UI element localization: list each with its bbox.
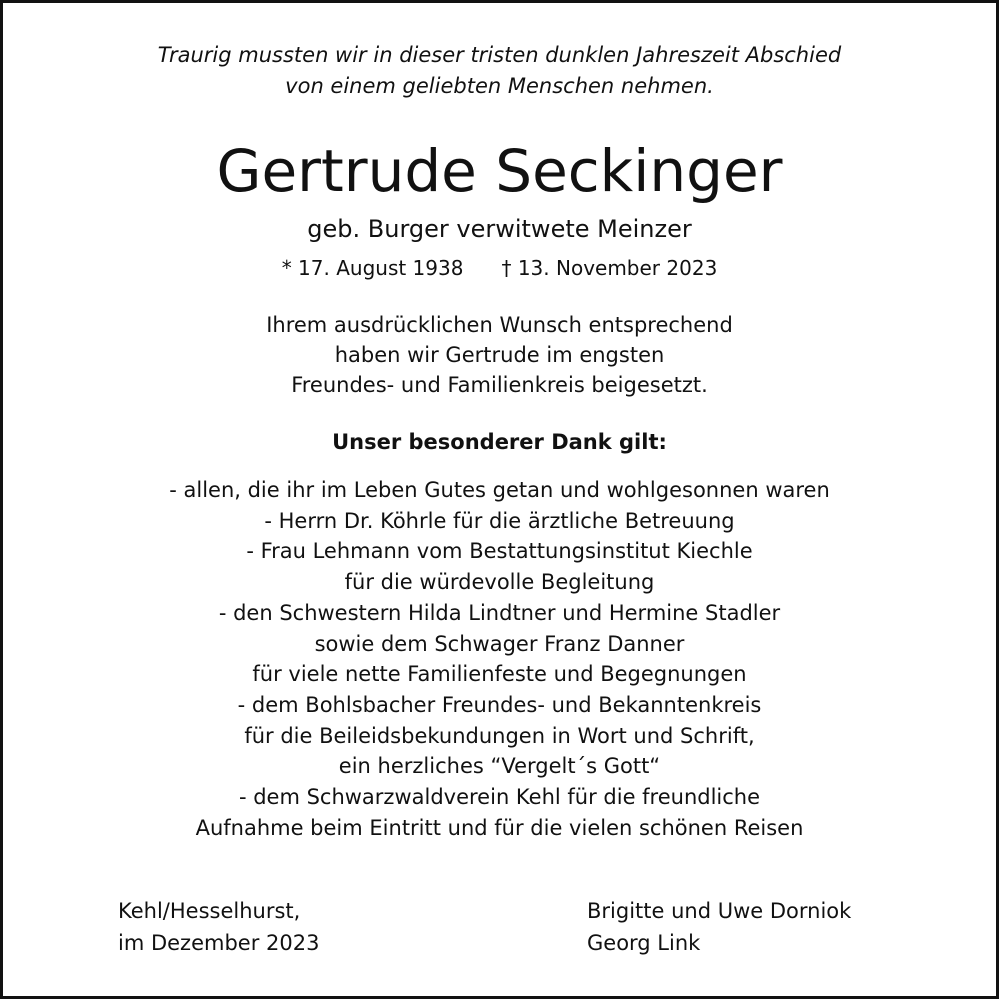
thanks-line: - allen, die ihr im Leben Gutes getan und wohlgesonnen waren [169, 478, 830, 502]
thanks-heading: Unser besonderer Dank gilt: [332, 430, 667, 454]
thanks-line: für die würdevolle Begleitung [344, 570, 655, 595]
thanks-line: ein herzliches “Vergelt´s Gott“ [338, 754, 661, 779]
birth-name: geb. Burger verwitwete Meinzer [307, 215, 692, 243]
date-line: im Dezember 2023 [118, 931, 320, 955]
thanks-list [0, 475, 999, 843]
burial-note [0, 310, 999, 400]
thanks-line: Aufnahme beim Eintritt und für die vielen schönen Reisen [195, 815, 804, 840]
place-line: Kehl/Hesselhurst, [118, 899, 301, 923]
thanks-line: - den Schwestern Hilda Lindtner und Hermine Stadler [218, 600, 781, 625]
intro-line: Traurig mussten wir in dieser tristen dunklen Jahreszeit Abschied [157, 43, 842, 67]
burial-note-line: Freundes- und Familienkreis beigesetzt. [291, 373, 708, 397]
birth-date: * 17. August 1938 [281, 256, 464, 280]
death-date: † 13. November 2023 [501, 256, 718, 280]
thanks-line: - Frau Lehmann vom Bestattungsinstitut Kiechle [246, 539, 753, 564]
thanks-line: - dem Bohlsbacher Freundes- und Bekanntenkreis [237, 692, 762, 717]
signatory-name: Georg Link [587, 931, 701, 955]
life-dates [0, 253, 999, 283]
intro-text [0, 40, 999, 102]
thanks-line: - dem Schwarzwaldverein Kehl für die freundliche [238, 785, 761, 810]
thanks-line: für die Beileidsbekundungen in Wort und Schrift, [244, 723, 755, 748]
burial-note-line: Ihrem ausdrücklichen Wunsch entsprechend [266, 313, 733, 337]
thanks-line: sowie dem Schwager Franz Danner [314, 631, 685, 656]
place-and-date [118, 895, 319, 959]
deceased-name: Gertrude Seckinger [216, 137, 783, 205]
intro-line: von einem geliebten Menschen nehmen. [285, 74, 714, 98]
thanks-line: für viele nette Familienfeste und Begegnungen [252, 662, 747, 687]
signatory-name: Brigitte und Uwe Dorniok [587, 899, 852, 923]
thanks-line: - Herrn Dr. Köhrle für die ärztliche Betreuung [264, 508, 735, 533]
burial-note-line: haben wir Gertrude im engsten [334, 343, 665, 367]
signatories [587, 895, 851, 959]
